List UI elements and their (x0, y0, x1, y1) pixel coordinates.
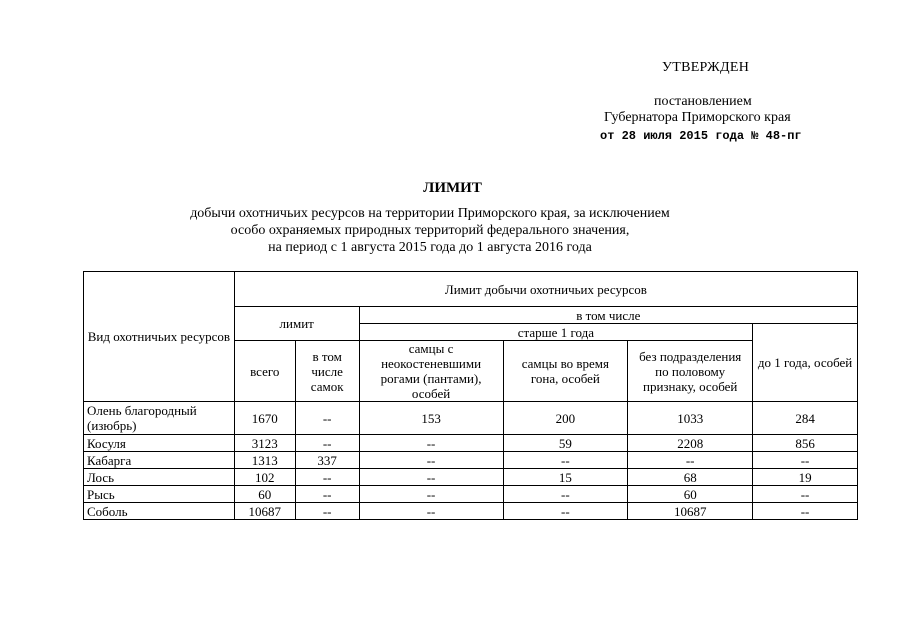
cell-nosex: 1033 (628, 402, 753, 435)
header-limit-main: Лимит добычи охотничьих ресурсов (234, 272, 857, 307)
table-row (84, 486, 858, 503)
table-row (84, 402, 858, 435)
header-no-sex: без подразделения по половому признаку, особей (628, 341, 753, 402)
cell-rut: 59 (503, 435, 628, 452)
header-older: старше 1 года (359, 324, 753, 341)
cell-under1: 284 (753, 402, 858, 435)
row-species: Олень благородный (изюбрь) (84, 402, 235, 435)
cell-total: 10687 (234, 503, 295, 520)
approved-authority: Губернатора Приморского края (604, 110, 791, 125)
cell-rut: 200 (503, 402, 628, 435)
row-species: Косуля (84, 435, 235, 452)
approved-heading: УТВЕРЖДЕН (662, 60, 750, 75)
header-species: Вид охотничьих ресурсов (84, 272, 235, 402)
approved-by-line: постановлением (654, 94, 752, 109)
cell-females: -- (295, 486, 359, 503)
header-females: в том числе самок (295, 341, 359, 402)
cell-rut: -- (503, 486, 628, 503)
table-row (84, 469, 858, 486)
subtitle-line-2: особо охраняемых природных территорий федерального значения, (230, 223, 630, 238)
table-row (84, 503, 858, 520)
limit-table (83, 271, 858, 520)
cell-females: -- (295, 402, 359, 435)
header-including: в том числе (359, 307, 857, 324)
cell-total: 102 (234, 469, 295, 486)
cell-antlers: -- (359, 503, 503, 520)
cell-nosex: -- (628, 452, 753, 469)
cell-nosex: 10687 (628, 503, 753, 520)
cell-under1: -- (753, 452, 858, 469)
approval-stamp (600, 60, 810, 144)
subtitle-line-1: добычи охотничьих ресурсов на территории Приморского края, за исключением (190, 206, 670, 221)
header-total: всего (234, 341, 295, 402)
table-row (84, 452, 858, 469)
cell-total: 3123 (234, 435, 295, 452)
cell-antlers: 153 (359, 402, 503, 435)
cell-nosex: 60 (628, 486, 753, 503)
cell-females: -- (295, 503, 359, 520)
row-species: Рысь (84, 486, 235, 503)
header-limit: лимит (234, 307, 359, 341)
cell-rut: 15 (503, 469, 628, 486)
cell-females: -- (295, 435, 359, 452)
approved-date-number: от 28 июля 2015 года № 48-пг (600, 129, 802, 143)
cell-under1: 856 (753, 435, 858, 452)
cell-antlers: -- (359, 452, 503, 469)
cell-antlers: -- (359, 469, 503, 486)
table-row (84, 435, 858, 452)
document-title: ЛИМИТ (423, 180, 482, 196)
cell-nosex: 2208 (628, 435, 753, 452)
cell-rut: -- (503, 503, 628, 520)
cell-females: 337 (295, 452, 359, 469)
cell-total: 60 (234, 486, 295, 503)
header-under1: до 1 года, особей (753, 324, 858, 402)
header-males-rut: самцы во время гона, особей (503, 341, 628, 402)
cell-rut: -- (503, 452, 628, 469)
header-males-antlers: самцы с неокостеневшими рогами (пантами), особей (359, 341, 503, 402)
cell-under1: 19 (753, 469, 858, 486)
cell-under1: -- (753, 486, 858, 503)
row-species: Кабарга (84, 452, 235, 469)
document-subtitle (150, 205, 710, 256)
cell-total: 1313 (234, 452, 295, 469)
cell-antlers: -- (359, 435, 503, 452)
cell-females: -- (295, 469, 359, 486)
row-species: Соболь (84, 503, 235, 520)
cell-under1: -- (753, 503, 858, 520)
cell-nosex: 68 (628, 469, 753, 486)
cell-total: 1670 (234, 402, 295, 435)
cell-antlers: -- (359, 486, 503, 503)
subtitle-line-3: на период с 1 августа 2015 года до 1 августа 2016 года (268, 240, 592, 255)
row-species: Лось (84, 469, 235, 486)
